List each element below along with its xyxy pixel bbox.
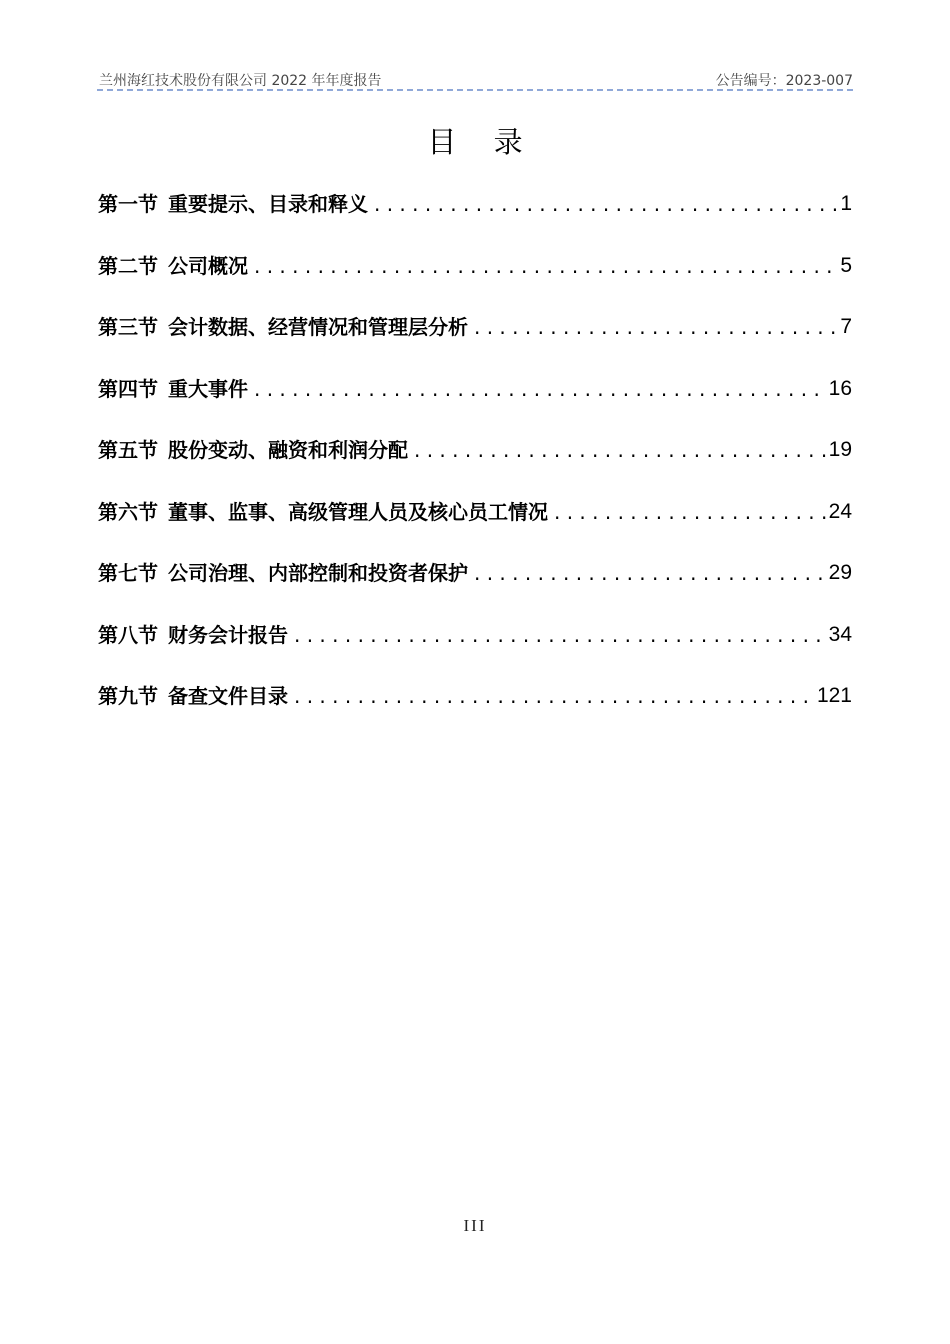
toc-section-number: 第八节 [98, 622, 158, 647]
toc-section-number: 第七节 [98, 561, 158, 585]
toc-leader-dots [294, 617, 827, 653]
toc-leader-dots [374, 186, 838, 222]
toc-item[interactable] [98, 309, 852, 371]
toc-leader-dots [474, 555, 827, 591]
toc-item[interactable] [98, 494, 852, 556]
toc-section-title: 备查文件目录 [168, 684, 288, 708]
toc-section-number: 第九节 [98, 684, 158, 708]
toc-page-number: 7 [840, 315, 852, 338]
toc-leader-dots [554, 494, 827, 530]
table-of-contents [98, 186, 852, 740]
toc-item[interactable] [98, 678, 852, 740]
toc-section-number: 第六节 [98, 499, 158, 524]
toc-section-title: 重大事件 [168, 376, 248, 401]
toc-page-number: 121 [816, 684, 852, 707]
toc-item[interactable] [98, 248, 852, 310]
toc-page-number: 5 [840, 253, 852, 277]
toc-page-number: 19 [828, 438, 852, 461]
toc-page-number: 24 [828, 499, 852, 523]
toc-section-title: 财务会计报告 [168, 622, 288, 647]
toc-section-title: 会计数据、经营情况和管理层分析 [168, 315, 468, 339]
toc-item[interactable] [98, 555, 852, 617]
toc-page-number: 1 [840, 192, 852, 215]
header-report-title: 兰州海红技术股份有限公司 2022 年年度报告 [99, 73, 382, 89]
toc-section-title: 重要提示、目录和释义 [168, 192, 368, 216]
toc-section-number: 第一节 [98, 192, 158, 216]
toc-section-title: 公司概况 [168, 253, 248, 278]
toc-leader-dots [474, 309, 838, 345]
toc-item[interactable] [98, 432, 852, 494]
page-title: 目 录 [427, 125, 537, 159]
toc-item[interactable] [98, 617, 852, 679]
toc-item[interactable] [98, 186, 852, 248]
footer-page-number: III [463, 1216, 487, 1235]
toc-page-number: 34 [828, 622, 852, 646]
toc-section-number: 第三节 [98, 315, 158, 339]
toc-leader-dots [414, 432, 827, 468]
toc-section-title: 董事、监事、高级管理人员及核心员工情况 [168, 499, 548, 524]
toc-page-number: 16 [828, 376, 852, 400]
page-header [97, 68, 853, 92]
toc-section-number: 第四节 [98, 376, 158, 401]
toc-leader-dots [254, 248, 838, 284]
toc-section-title: 股份变动、融资和利润分配 [168, 438, 408, 462]
header-announcement-number: 公告编号：2023-007 [715, 73, 853, 89]
toc-item[interactable] [98, 371, 852, 433]
toc-leader-dots [254, 371, 827, 407]
toc-page-number: 29 [828, 561, 852, 584]
header-divider [97, 89, 853, 91]
toc-section-title: 公司治理、内部控制和投资者保护 [168, 561, 468, 585]
toc-section-number: 第二节 [98, 253, 158, 278]
toc-leader-dots [294, 678, 815, 714]
toc-section-number: 第五节 [98, 438, 158, 462]
